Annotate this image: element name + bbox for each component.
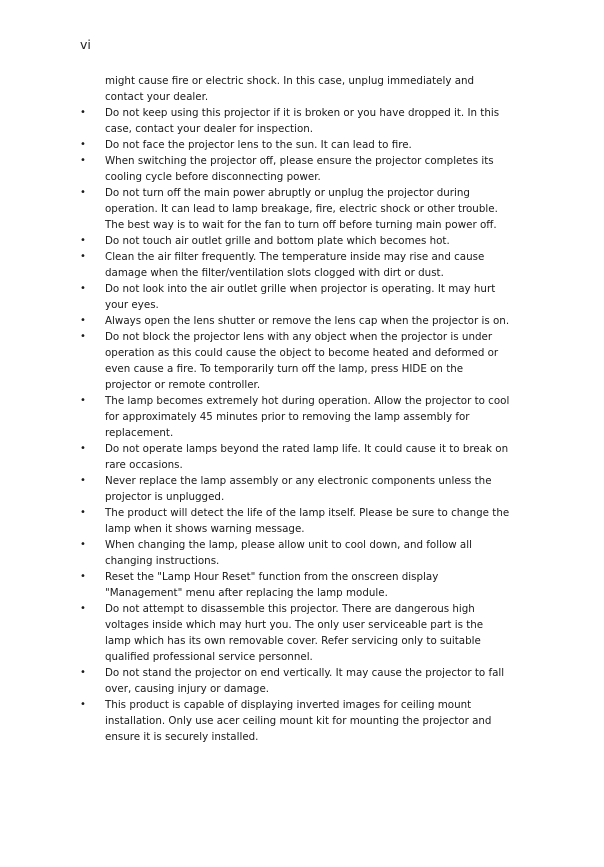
page-number: vi bbox=[80, 37, 91, 52]
list-item-text: Do not keep using this projector if it is broken or you have dropped it. In this case, contact your dealer for inspection. bbox=[105, 107, 500, 135]
list-item-text: Never replace the lamp assembly or any electronic components unless the projector is unplugged. bbox=[105, 475, 492, 503]
bullet-icon: • bbox=[80, 571, 86, 582]
list-item bbox=[80, 185, 512, 233]
bullet-icon: • bbox=[80, 187, 86, 198]
list-item bbox=[80, 233, 512, 249]
list-item-text: Always open the lens shutter or remove the lens cap when the projector is on. bbox=[105, 315, 510, 327]
list-item-text: The product will detect the life of the lamp itself. Please be sure to change the lamp when it shows warning message. bbox=[105, 507, 510, 535]
list-item-text: Do not block the projector lens with any object when the projector is under operation as this could cause the object to become heated and deformed or even cause a fire. To temporarily turn off the lamp, press HIDE on the projector or remote controller. bbox=[105, 331, 499, 391]
list-item bbox=[80, 249, 512, 281]
bullet-icon: • bbox=[80, 603, 86, 614]
list-item-text: Do not operate lamps beyond the rated lamp life. It could cause it to break on rare occasions. bbox=[105, 443, 509, 471]
list-item-text: The lamp becomes extremely hot during operation. Allow the projector to cool for approximately 45 minutes prior to removing the lamp assembly for replacement. bbox=[105, 395, 510, 439]
bullet-icon: • bbox=[80, 283, 86, 294]
list-item bbox=[80, 697, 512, 745]
list-item bbox=[80, 313, 512, 329]
list-item-text: When changing the lamp, please allow unit to cool down, and follow all changing instructions. bbox=[105, 539, 472, 567]
bullet-icon: • bbox=[80, 235, 86, 246]
list-item-text: When switching the projector off, please ensure the projector completes its cooling cycle before disconnecting power. bbox=[105, 155, 494, 183]
list-item bbox=[80, 473, 512, 505]
bullet-icon: • bbox=[80, 139, 86, 150]
list-item bbox=[80, 441, 512, 473]
list-item-text: Clean the air filter frequently. The temperature inside may rise and cause damage when the filter/ventilation slots clogged with dirt or dust. bbox=[105, 251, 485, 279]
list-item bbox=[80, 665, 512, 697]
list-item-text: Reset the "Lamp Hour Reset" function from the onscreen display "Management" menu after replacing the lamp module. bbox=[105, 571, 439, 599]
list-item-text: Do not face the projector lens to the sun. It can lead to fire. bbox=[105, 139, 412, 151]
bullet-icon: • bbox=[80, 699, 86, 710]
bullet-icon: • bbox=[80, 539, 86, 550]
bullet-icon: • bbox=[80, 507, 86, 518]
list-item bbox=[80, 537, 512, 569]
list-item-text: This product is capable of displaying inverted images for ceiling mount installation. Only use acer ceiling mount kit for mounting the projector and ensure it is securely installed. bbox=[105, 699, 492, 743]
list-item bbox=[80, 569, 512, 601]
bullet-icon: • bbox=[80, 443, 86, 454]
list-item bbox=[80, 393, 512, 441]
safety-bullet-list bbox=[80, 105, 512, 745]
bullet-icon: • bbox=[80, 107, 86, 118]
list-item-text: Do not stand the projector on end vertically. It may cause the projector to fall over, causing injury or damage. bbox=[105, 667, 505, 695]
list-item bbox=[80, 281, 512, 313]
bullet-icon: • bbox=[80, 475, 86, 486]
continued-paragraph: might cause fire or electric shock. In this case, unplug immediately and contact your dealer. bbox=[105, 75, 475, 103]
list-item bbox=[80, 153, 512, 185]
list-item-text: Do not look into the air outlet grille when projector is operating. It may hurt your eyes. bbox=[105, 283, 496, 311]
bullet-icon: • bbox=[80, 155, 86, 166]
bullet-icon: • bbox=[80, 667, 86, 678]
list-item bbox=[80, 601, 512, 665]
list-item bbox=[80, 137, 512, 153]
bullet-icon: • bbox=[80, 331, 86, 342]
list-item bbox=[80, 329, 512, 393]
list-item bbox=[80, 505, 512, 537]
list-item-text: Do not attempt to disassemble this projector. There are dangerous high voltages inside which may hurt you. The only user serviceable part is the lamp which has its own removable cover. Refer servicing only to suitable qualified professional service personnel. bbox=[105, 603, 484, 663]
bullet-icon: • bbox=[80, 251, 86, 262]
list-item bbox=[80, 105, 512, 137]
list-item-text: Do not touch air outlet grille and bottom plate which becomes hot. bbox=[105, 235, 450, 247]
bullet-icon: • bbox=[80, 315, 86, 326]
bullet-icon: • bbox=[80, 395, 86, 406]
list-item-text: Do not turn off the main power abruptly or unplug the projector during operation. It can lead to lamp breakage, fire, electric shock or other trouble. The best way is to wait for the fan to turn off before turning main power off. bbox=[105, 187, 498, 231]
page-content bbox=[80, 73, 512, 745]
